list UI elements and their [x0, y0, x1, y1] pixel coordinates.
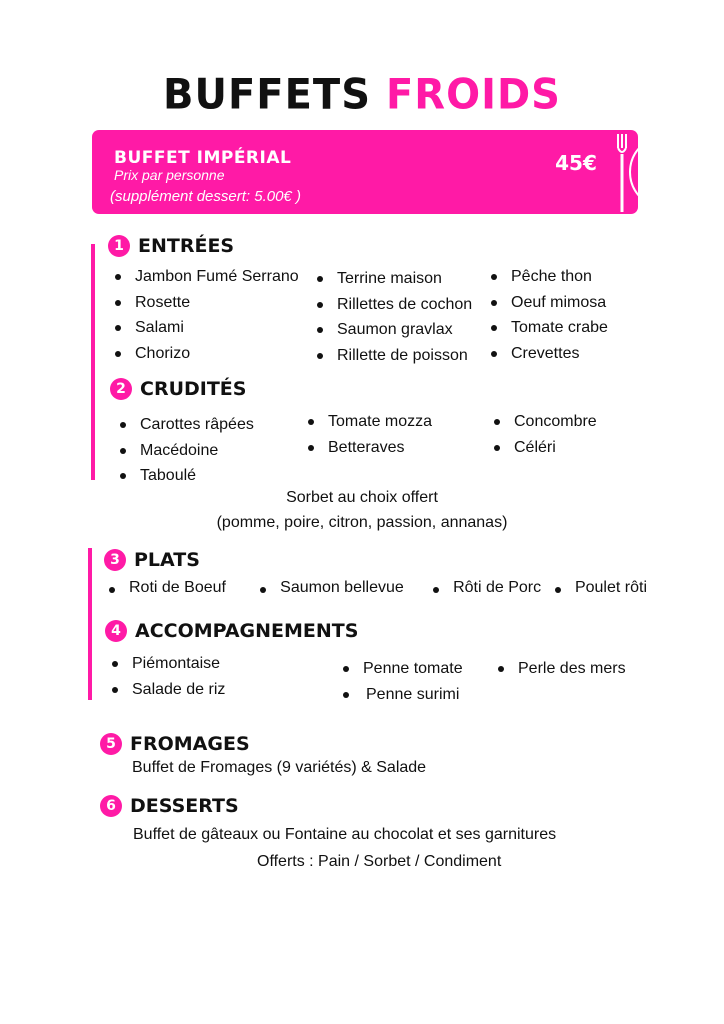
plats-list [107, 579, 647, 597]
section-title: FROMAGES [130, 733, 250, 755]
list-item: Saumon gravlax [315, 317, 472, 343]
page-title [0, 71, 724, 119]
section-number: 6 [100, 795, 122, 817]
crudites-list-3 [492, 409, 597, 460]
price-per-person-label: Prix par personne [114, 167, 225, 183]
section-title: CRUDITÉS [140, 378, 247, 400]
accent-bar-1 [91, 244, 95, 480]
price-value: 45€ [555, 151, 597, 175]
section-crudites-header [110, 378, 246, 400]
buffet-name: BUFFET IMPÉRIAL [114, 148, 292, 168]
section-title: PLATS [134, 549, 200, 571]
section-number: 4 [105, 620, 127, 642]
section-number: 3 [104, 549, 126, 571]
section-fromages-header [100, 733, 250, 755]
list-item: Roti de Boeuf [107, 579, 236, 597]
section-plats-header [104, 549, 200, 571]
section-entrees-header [108, 235, 234, 257]
entrees-list-3 [489, 264, 608, 366]
knife-icon [711, 134, 715, 212]
list-item: Céléri [492, 435, 597, 461]
entrees-list-1 [113, 264, 299, 366]
list-item: Piémontaise [110, 651, 225, 677]
accompagnements-list-1 [110, 651, 225, 702]
list-item: Macédoine [118, 438, 254, 464]
dessert-supplement: (supplément dessert: 5.00€ ) [110, 188, 301, 205]
list-item: Oeuf mimosa [489, 290, 608, 316]
crudites-list-2 [306, 409, 432, 460]
plate-icon [610, 132, 722, 214]
list-item: Betteraves [306, 435, 432, 461]
list-item: Terrine maison [315, 266, 472, 292]
fork-icon [618, 134, 626, 212]
list-item: Penne tomate [341, 656, 463, 682]
accompagnements-list-3 [496, 656, 626, 682]
list-item: Tomate crabe [489, 315, 608, 341]
section-accompagnements-header [105, 620, 358, 642]
list-item: Taboulé [118, 463, 254, 489]
section-number: 1 [108, 235, 130, 257]
entrees-list-2 [315, 266, 472, 368]
section-title: ENTRÉES [138, 235, 235, 257]
list-item: Chorizo [113, 341, 299, 367]
list-item: Carottes râpées [118, 412, 254, 438]
accompagnements-list-2 [341, 656, 463, 707]
sorbet-note: Sorbet au choix offert [286, 489, 438, 506]
list-item: Pêche thon [489, 264, 608, 290]
list-item: Salami [113, 315, 299, 341]
section-title: ACCOMPAGNEMENTS [135, 620, 359, 642]
list-item: Salade de riz [110, 677, 225, 703]
list-item: Rosette [113, 290, 299, 316]
crudites-list-1 [118, 412, 254, 489]
offered-items: Offerts : Pain / Sorbet / Condiment [257, 853, 502, 870]
list-item: Tomate mozza [306, 409, 432, 435]
list-item: Jambon Fumé Serrano [113, 264, 299, 290]
section-number: 5 [100, 733, 122, 755]
section-title: DESSERTS [130, 795, 239, 817]
sorbet-flavours: (pomme, poire, citron, passion, annanas) [216, 514, 508, 531]
list-item: Rillette de poisson [315, 343, 472, 369]
section-number: 2 [110, 378, 132, 400]
title-part-1: BUFFETS [162, 70, 372, 120]
list-item: Penne surimi [341, 682, 463, 708]
desserts-description: Buffet de gâteaux ou Fontaine au chocolat et ses garnitures [133, 826, 557, 843]
buffet-banner [92, 130, 638, 214]
title-part-2: FROIDS [385, 70, 561, 120]
section-desserts-header [100, 795, 239, 817]
list-item: Saumon bellevue [258, 579, 409, 597]
list-item: Perle des mers [496, 656, 626, 682]
list-item: Crevettes [489, 341, 608, 367]
list-item: Rillettes de cochon [315, 292, 472, 318]
list-item: Poulet rôti [553, 579, 647, 597]
list-item: Concombre [492, 409, 597, 435]
fromages-description: Buffet de Fromages (9 variétés) & Salade [132, 759, 427, 776]
list-item: Rôti de Porc [431, 579, 553, 597]
accent-bar-2 [88, 548, 92, 700]
